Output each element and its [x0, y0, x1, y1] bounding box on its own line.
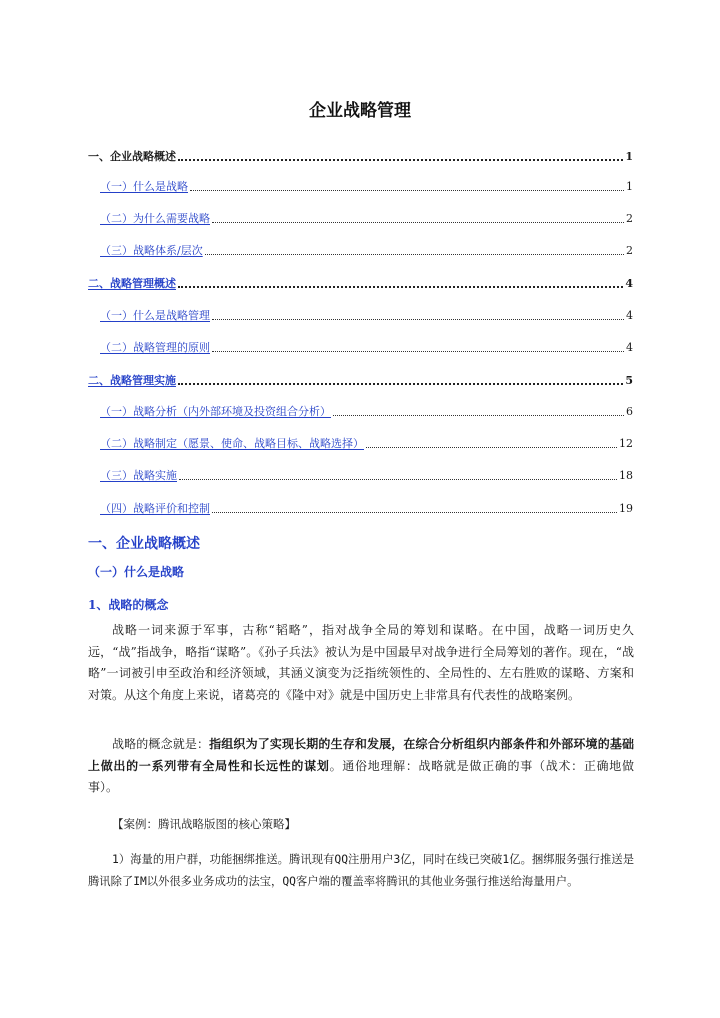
toc-dot-leader — [178, 159, 623, 161]
toc-page-number: 19 — [619, 502, 633, 515]
paragraph-strategy-definition — [88, 734, 634, 799]
toc-dot-leader — [212, 319, 624, 320]
toc-entry-link[interactable]: 二、战略管理概述 — [88, 277, 176, 290]
toc-dot-leader — [212, 222, 624, 223]
toc-entry-link[interactable]: （三）战略实施 — [100, 469, 177, 482]
toc-dot-leader — [178, 286, 623, 288]
toc-page-number: 1 — [625, 150, 633, 163]
toc-dot-leader — [190, 190, 624, 191]
toc-entry-label: 一、企业战略概述 — [88, 150, 176, 163]
toc-dot-leader — [212, 351, 624, 352]
toc-entry-link[interactable]: （三）战略体系/层次 — [100, 244, 203, 257]
toc-page-number: 1 — [626, 180, 633, 193]
toc-entry-link[interactable]: （四）战略评价和控制 — [100, 502, 210, 515]
toc-dot-leader — [205, 254, 624, 255]
toc-dot-leader — [333, 415, 624, 416]
paragraph-case-point-1: 1）海量的用户群，功能捆绑推送。腾讯现有QQ注册用户3亿，同时在线已突破1亿。捆绑服务强行推送是腾讯除了IM以外很多业务成功的法宝，QQ客户端的覆盖率将腾讯的其他业务强行推送给海量用户。 — [88, 853, 634, 888]
toc-dot-leader — [366, 447, 617, 448]
toc-page-number: 6 — [626, 405, 633, 418]
case-title: 【案例：腾讯战略版图的核心策略】 — [112, 817, 296, 831]
definition-bold: 指组织为了实现长期的生存和发展，在综合分析组织内部条件和外部环境的基础上做出的一系列带有全局性和长远性的谋划 — [88, 737, 634, 773]
toc-page-number: 4 — [626, 341, 633, 354]
toc-entry-link[interactable]: （二）为什么需要战略 — [100, 212, 210, 225]
document-title: 企业战略管理 — [309, 101, 411, 121]
toc-dot-leader — [178, 383, 623, 385]
toc-page-number: 5 — [625, 374, 633, 387]
toc-entry[interactable] — [88, 305, 633, 323]
toc-entry[interactable] — [88, 401, 633, 419]
toc-entry[interactable] — [88, 273, 633, 291]
toc-entry[interactable] — [88, 433, 633, 451]
section-heading-3: 1、战略的概念 — [88, 598, 169, 612]
toc-dot-leader — [179, 479, 617, 480]
definition-lead: 战略的概念就是： — [112, 737, 210, 751]
toc-entry[interactable] — [88, 370, 633, 388]
toc-page-number: 12 — [619, 437, 633, 450]
section-heading-2: （一）什么是战略 — [88, 565, 185, 579]
toc-entry[interactable] — [88, 208, 633, 226]
toc-entry-link[interactable]: （二）战略管理的原则 — [100, 341, 210, 354]
toc-entry[interactable] — [88, 337, 633, 355]
toc-entry — [88, 146, 633, 164]
toc-entry-link[interactable]: （一）什么是战略管理 — [100, 309, 210, 322]
toc-entry-link[interactable]: （一）战略分析（内外部环境及投资组合分析） — [100, 405, 331, 418]
section-heading-1: 一、企业战略概述 — [88, 536, 200, 552]
toc-entry[interactable] — [88, 498, 633, 516]
toc-entry[interactable] — [88, 176, 633, 194]
paragraph-strategy-origin: 战略一词来源于军事，古称“韬略”，指对战争全局的筹划和谋略。在中国，战略一词历史久远，“战”指战争，略指“谋略”。《孙子兵法》被认为是中国最早对战争进行全局筹划的著作。现在，“战略”一词被引申至政治和经济领域，其涵义演变为泛指统领性的、全局性的、左右胜败的谋略、方案和对策。从这个角度上来说，诸葛亮的《隆中对》就是中国历史上非常具有代表性的战略案例。 — [88, 623, 634, 702]
definition-tail: 。通俗地理解：战略就是做正确的事（战术：正确地做事）。 — [88, 758, 634, 794]
toc-page-number: 4 — [625, 277, 633, 290]
toc-entry[interactable] — [88, 240, 633, 258]
toc-page-number: 18 — [619, 469, 633, 482]
toc-page-number: 2 — [626, 244, 633, 257]
toc-entry[interactable] — [88, 465, 633, 483]
toc-entry-link[interactable]: （一）什么是战略 — [100, 180, 188, 193]
toc-dot-leader — [212, 512, 617, 513]
toc-page-number: 4 — [626, 309, 633, 322]
toc-entry-link[interactable]: 二、战略管理实施 — [88, 374, 176, 387]
toc-entry-link[interactable]: （二）战略制定（愿景、使命、战略目标、战略选择） — [100, 437, 364, 450]
toc-page-number: 2 — [626, 212, 633, 225]
